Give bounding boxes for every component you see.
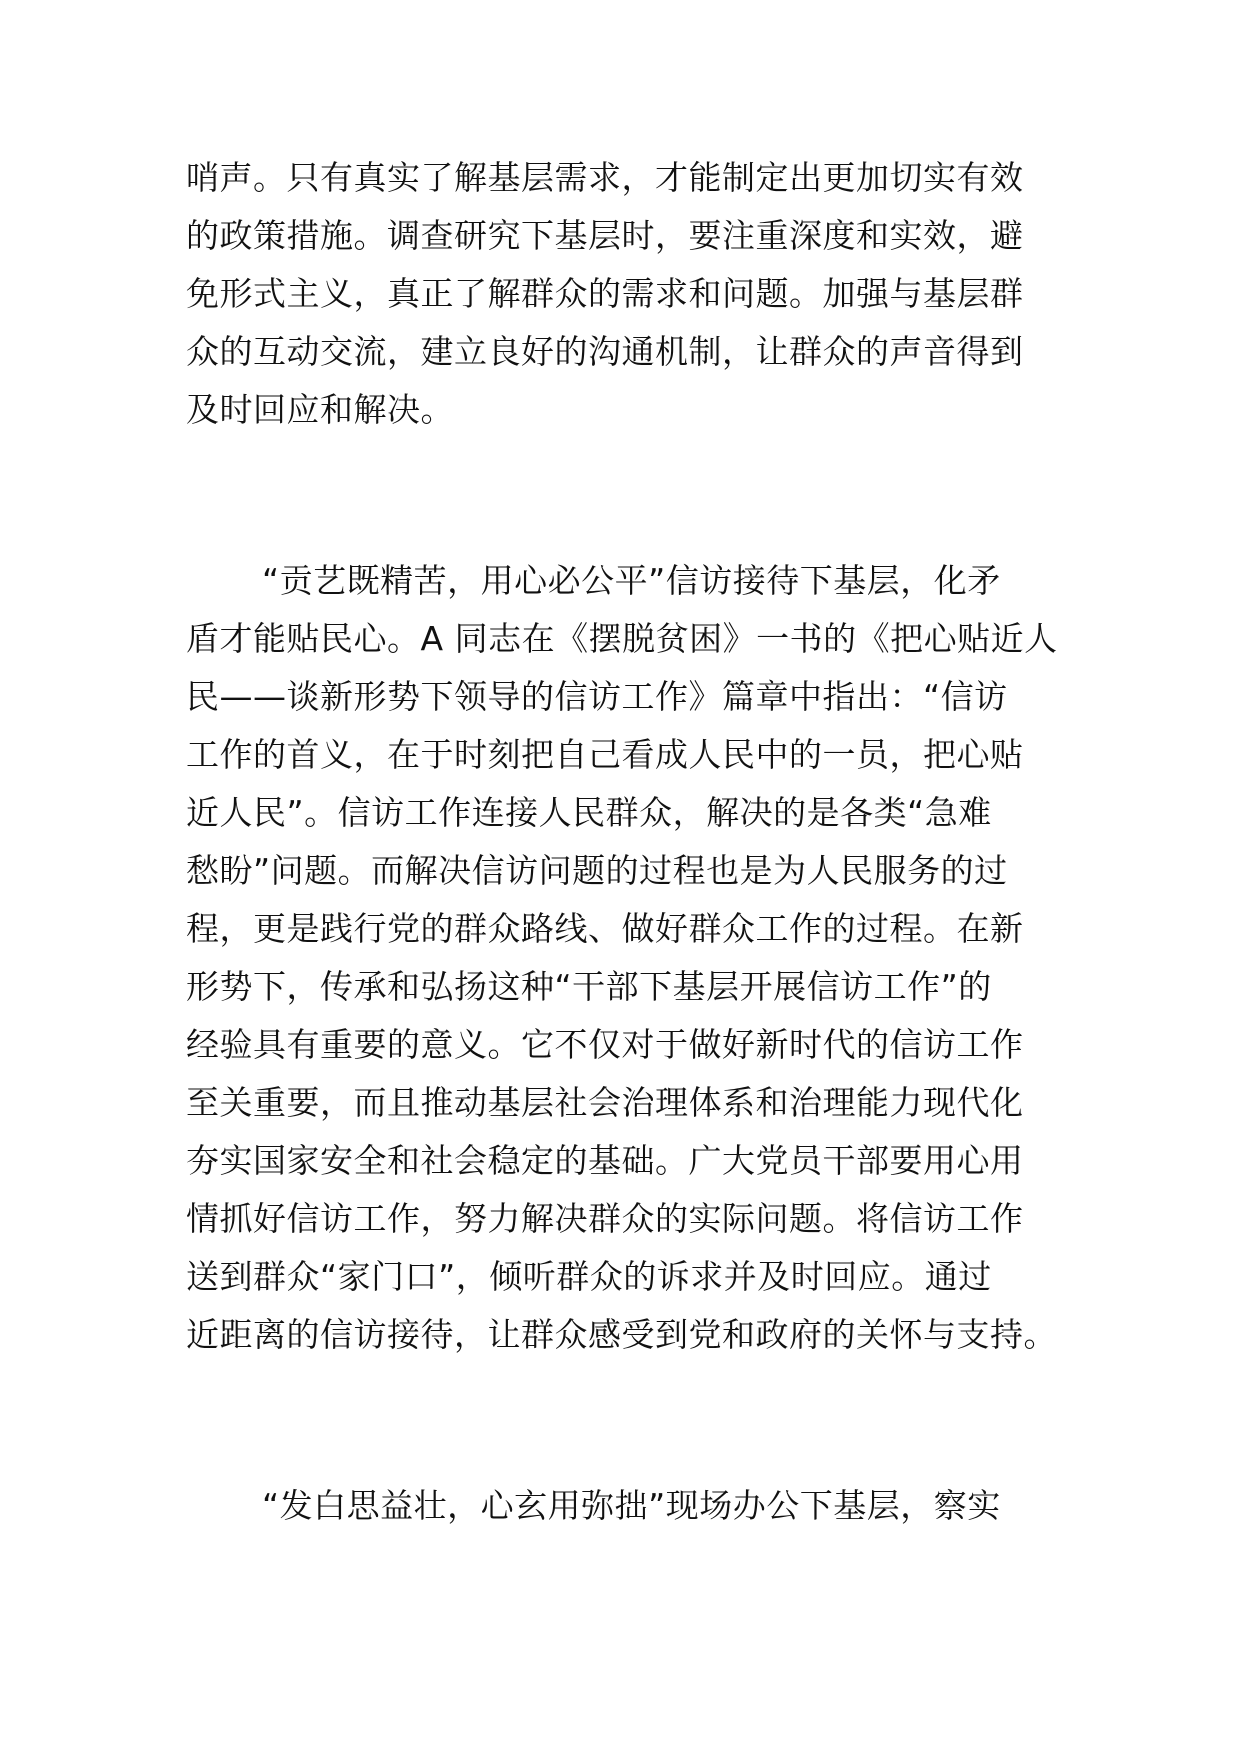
paragraph-2-line-2: 盾才能贴民心。A 同志在《摆脱贫困》一书的《把心贴近人 [186,619,1058,658]
paragraph-2-line-13: 送到群众“家门口”，倾听群众的诉求并及时回应。通过 [186,1257,992,1296]
paragraph-1-line-4: 众的互动交流，建立良好的沟通机制，让群众的声音得到 [186,332,1024,371]
paragraph-3-line-1: “发白思益壮，心玄用弥拙”现场办公下基层，察实 [262,1486,1001,1525]
paragraph-2-line-5: 近人民”。信访工作连接人民群众，解决的是各类“急难 [186,793,992,832]
paragraph-1-line-3: 免形式主义，真正了解群众的需求和问题。加强与基层群 [186,274,1024,313]
paragraph-1-line-5: 及时回应和解决。 [186,390,454,429]
paragraph-2-line-9: 经验具有重要的意义。它不仅对于做好新时代的信访工作 [186,1025,1024,1064]
paragraph-1-line-1: 哨声。只有真实了解基层需求，才能制定出更加切实有效 [186,158,1024,197]
paragraph-2-line-7: 程，更是践行党的群众路线、做好群众工作的过程。在新 [186,909,1024,948]
paragraph-2-line-6: 愁盼”问题。而解决信访问题的过程也是为人民服务的过 [186,851,1008,890]
paragraph-1-line-2: 的政策措施。调查研究下基层时，要注重深度和实效，避 [186,216,1024,255]
paragraph-2-line-10: 至关重要，而且推动基层社会治理体系和治理能力现代化 [186,1083,1024,1122]
paragraph-2-line-11: 夯实国家安全和社会稳定的基础。广大党员干部要用心用 [186,1141,1024,1180]
paragraph-2-line-1: “贡艺既精苦，用心必公平”信访接待下基层，化矛 [262,561,1001,600]
paragraph-2-line-12: 情抓好信访工作，努力解决群众的实际问题。将信访工作 [186,1199,1024,1238]
paragraph-2-line-8: 形势下，传承和弘扬这种“干部下基层开展信访工作”的 [186,967,992,1006]
paragraph-2-line-3: 民——谈新形势下领导的信访工作》篇章中指出：“信访 [186,677,1008,716]
paragraph-2-line-4: 工作的首义，在于时刻把自己看成人民中的一员，把心贴 [186,735,1024,774]
paragraph-2-line-14: 近距离的信访接待，让群众感受到党和政府的关怀与支持。 [186,1315,1057,1354]
